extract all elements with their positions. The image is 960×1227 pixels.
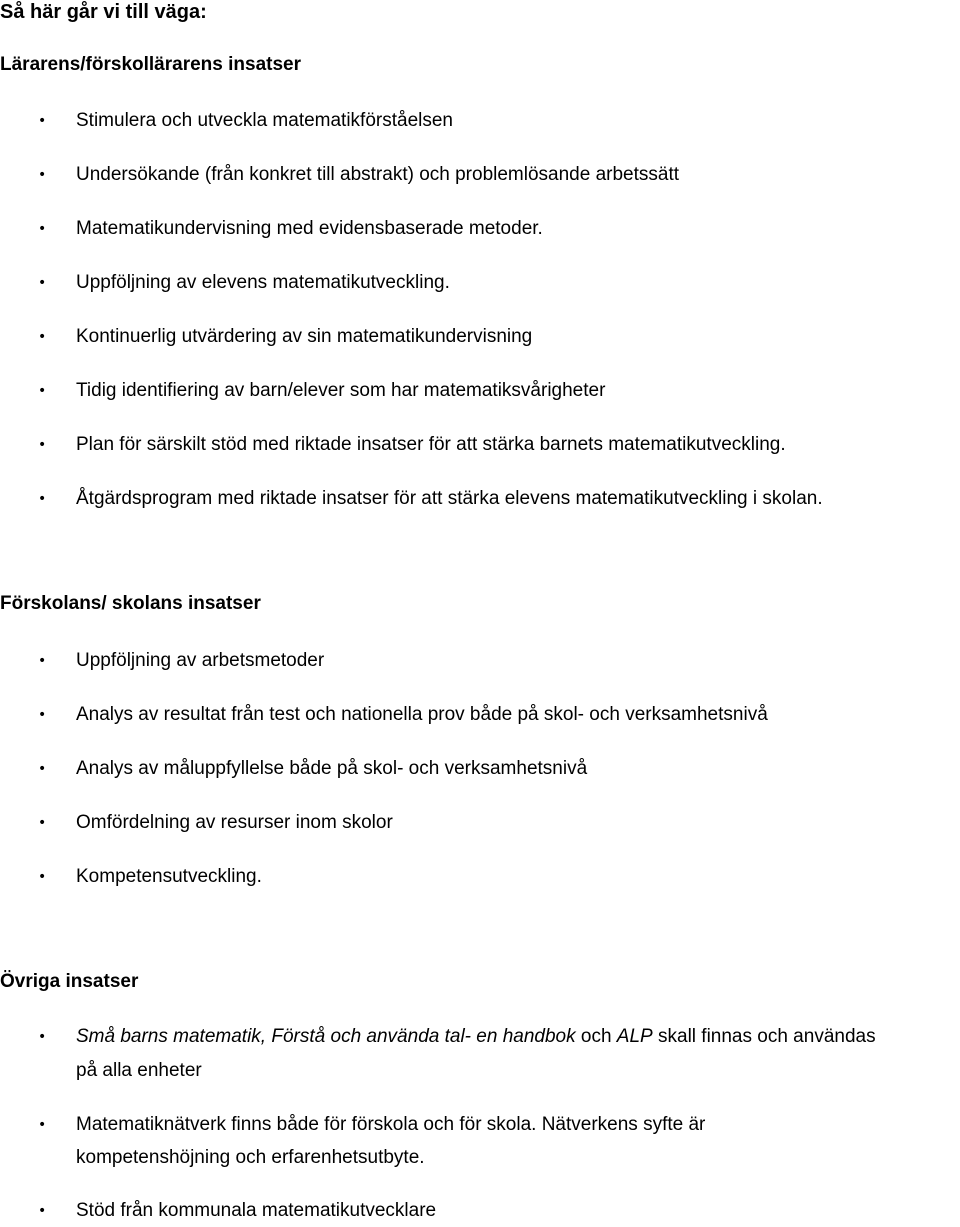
book-title-understand: Förstå bbox=[271, 1026, 326, 1047]
list-item-text: Tidig identifiering av barn/elever som har matematiksvårigheter bbox=[76, 380, 606, 401]
conjunction-text: och bbox=[330, 1026, 362, 1047]
bullet-icon: • bbox=[38, 113, 47, 129]
list-item-text: Plan för särskilt stöd med riktade insatser för att stärka barnets matematikutveckling. bbox=[76, 434, 786, 455]
list-item-text: kompetenshöjning och erfarenhetsutbyte. bbox=[76, 1147, 425, 1168]
list-item-text bbox=[76, 1020, 960, 1053]
bullet-icon: • bbox=[38, 761, 47, 777]
book-title-use-numbers: använda tal- en handbok bbox=[366, 1026, 576, 1047]
list-item-text: Matematiknätverk finns både för förskola och för skola. Nätverkens syfte är bbox=[76, 1114, 706, 1135]
conjunction-text: och bbox=[580, 1026, 612, 1047]
bullet-icon: • bbox=[38, 383, 47, 399]
bullet-icon: • bbox=[38, 275, 47, 291]
list-item-text: Uppföljning av elevens matematikutveckling. bbox=[76, 272, 450, 293]
list-item-text: Matematikundervisning med evidensbaserade metoder. bbox=[76, 218, 543, 239]
section-heading-other: Övriga insatser bbox=[0, 971, 139, 992]
book-title-alp: ALP bbox=[616, 1026, 653, 1047]
list-item-text: Uppföljning av arbetsmetoder bbox=[76, 650, 325, 671]
list-item-text: Kontinuerlig utvärdering av sin matematikundervisning bbox=[76, 326, 533, 347]
bullet-icon: • bbox=[38, 221, 47, 237]
list-item-text: Stimulera och utveckla matematikförståelsen bbox=[76, 110, 453, 131]
document-title: Så här går vi till väga: bbox=[0, 1, 207, 23]
bullet-icon: • bbox=[38, 437, 47, 453]
bullet-icon: • bbox=[38, 653, 47, 669]
bullet-icon: • bbox=[38, 329, 47, 345]
bullet-icon: • bbox=[38, 491, 47, 507]
bullet-icon: • bbox=[38, 815, 47, 831]
bullet-icon: • bbox=[38, 167, 47, 183]
list-item-text: Omfördelning av resurser inom skolor bbox=[76, 812, 393, 833]
section-heading-teacher: Lärarens/förskollärarens insatser bbox=[0, 54, 301, 75]
book-title-small-childrens-math: Små barns matematik, bbox=[76, 1026, 267, 1047]
list-item-text: Kompetensutveckling. bbox=[76, 866, 262, 887]
list-item-text: Stöd från kommunala matematikutvecklare bbox=[76, 1200, 437, 1221]
list-item-text: Analys av måluppfyllelse både på skol- och verksamhetsnivå bbox=[76, 758, 588, 779]
section-heading-school: Förskolans/ skolans insatser bbox=[0, 593, 261, 614]
list-item-text: Undersökande (från konkret till abstrakt) och problemlösande arbetssätt bbox=[76, 164, 680, 185]
item-text-continuation: skall finnas och användas bbox=[658, 1026, 876, 1047]
bullet-icon: • bbox=[38, 869, 47, 885]
bullet-icon: • bbox=[38, 1029, 47, 1045]
bullet-icon: • bbox=[38, 1117, 47, 1133]
list-item-text: på alla enheter bbox=[76, 1060, 202, 1081]
list-item-text: Analys av resultat från test och nationella prov både på skol- och verksamhetsnivå bbox=[76, 704, 768, 725]
list-item-text: Åtgärdsprogram med riktade insatser för att stärka elevens matematikutveckling i skolan. bbox=[76, 488, 823, 509]
bullet-icon: • bbox=[38, 1203, 47, 1219]
bullet-icon: • bbox=[38, 707, 47, 723]
